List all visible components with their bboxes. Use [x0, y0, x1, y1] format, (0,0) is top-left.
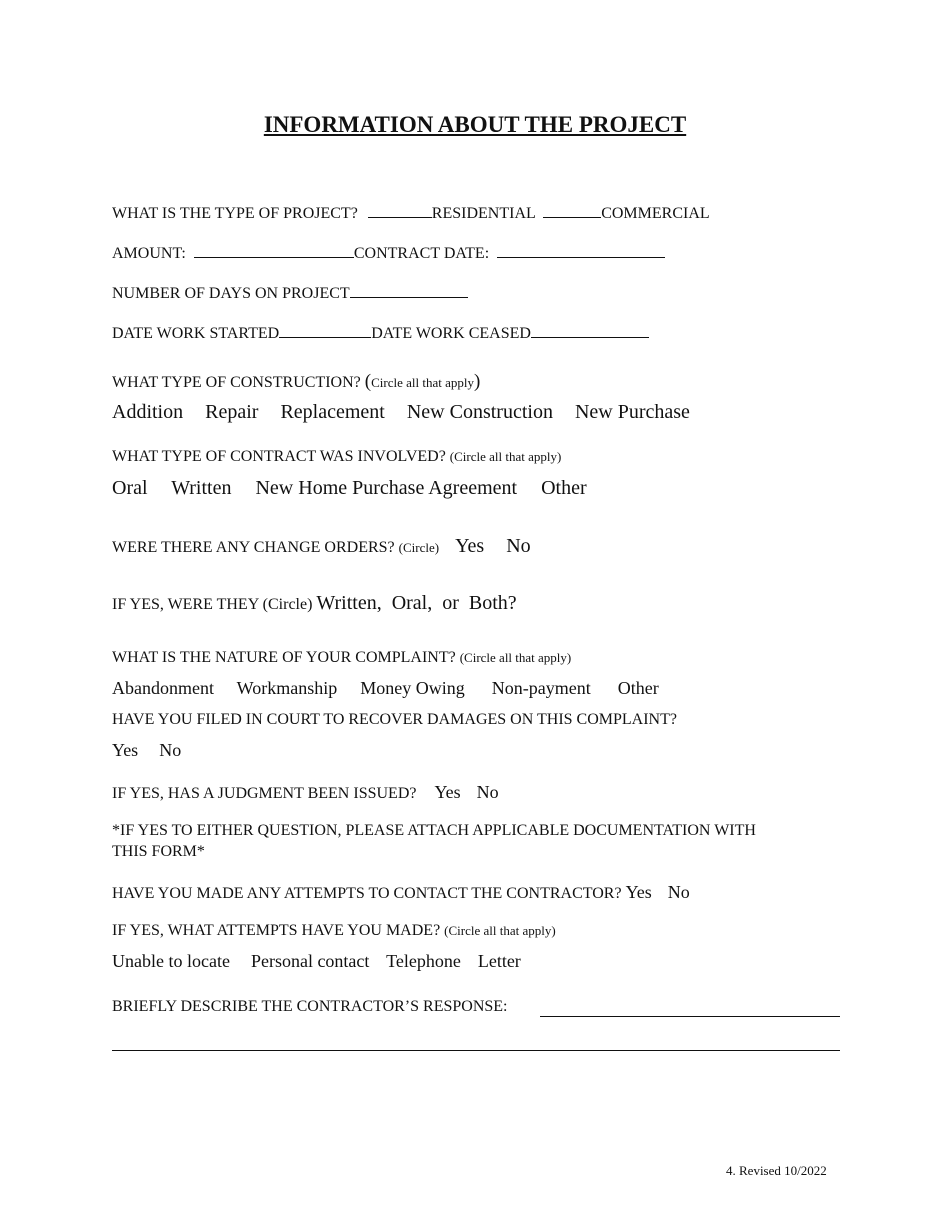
change-form-label: IF YES, WERE THEY — [112, 596, 259, 613]
option-new-purchase[interactable]: New Purchase — [574, 401, 690, 423]
option-abandonment[interactable]: Abandonment — [112, 678, 214, 698]
commercial-blank[interactable] — [543, 216, 601, 218]
judgment-row — [112, 782, 499, 803]
change-form-hint: (Circle) — [262, 596, 313, 613]
response-field-line1[interactable] — [540, 1016, 840, 1017]
option-oral[interactable]: Oral — [112, 477, 148, 499]
option-repair[interactable]: Repair — [205, 401, 259, 423]
date-ceased-field[interactable] — [531, 336, 649, 338]
option-workmanship[interactable]: Workmanship — [236, 678, 338, 698]
option-personal-contact[interactable]: Personal contact — [250, 951, 370, 971]
option-money-owing[interactable]: Money Owing — [360, 678, 465, 698]
attempts-hint: (Circle all that apply) — [444, 923, 556, 938]
amount-row — [112, 245, 665, 263]
contact-label: HAVE YOU MADE ANY ATTEMPTS TO CONTACT THE CONTRACTOR? — [112, 885, 622, 902]
contract-hint: (Circle all that apply) — [449, 449, 562, 464]
nature-hint: (Circle all that apply) — [459, 650, 572, 665]
option-letter[interactable]: Letter — [477, 951, 521, 971]
contract-question — [112, 448, 561, 466]
project-type-row — [112, 205, 710, 223]
days-label: NUMBER OF DAYS ON PROJECT — [112, 285, 350, 302]
change-orders-label: WERE THERE ANY CHANGE ORDERS? — [112, 539, 395, 556]
days-field[interactable] — [350, 296, 468, 298]
option-other-contract[interactable]: Other — [541, 477, 587, 499]
option-other-complaint[interactable]: Other — [617, 678, 659, 698]
contract-date-label: CONTRACT DATE: — [353, 245, 490, 262]
court-yes[interactable]: Yes — [112, 740, 139, 760]
contract-label: WHAT TYPE OF CONTRACT WAS INVOLVED? — [112, 448, 446, 465]
change-orders-yes[interactable]: Yes — [455, 535, 485, 557]
construction-hint: Circle all that apply — [371, 375, 474, 390]
nature-options — [112, 678, 659, 699]
nature-label: WHAT IS THE NATURE OF YOUR COMPLAINT? — [112, 649, 456, 666]
judgment-yes[interactable]: Yes — [434, 782, 461, 802]
contract-date-field[interactable] — [497, 256, 665, 258]
construction-close-paren: ) — [473, 371, 481, 392]
court-label: HAVE YOU FILED IN COURT TO RECOVER DAMAGES ON THIS COMPLAINT? — [112, 711, 677, 728]
dates-row — [112, 325, 649, 343]
date-started-label: DATE WORK STARTED — [112, 325, 280, 342]
judgment-no[interactable]: No — [476, 782, 499, 802]
option-non-payment[interactable]: Non-payment — [491, 678, 591, 698]
judgment-label: IF YES, HAS A JUDGMENT BEEN ISSUED? — [112, 785, 417, 802]
commercial-label: COMMERCIAL — [601, 205, 710, 222]
date-ceased-label: DATE WORK CEASED — [371, 325, 531, 342]
option-replacement[interactable]: Replacement — [280, 401, 385, 423]
contact-no[interactable]: No — [667, 882, 690, 902]
date-started-field[interactable] — [279, 336, 371, 338]
contact-yes[interactable]: Yes — [625, 882, 652, 902]
response-field-line2[interactable] — [112, 1050, 840, 1051]
amount-label: AMOUNT: — [112, 245, 186, 262]
option-new-home-purchase-agreement[interactable]: New Home Purchase Agreement — [255, 477, 518, 499]
option-new-construction[interactable]: New Construction — [406, 401, 553, 423]
construction-label: WHAT TYPE OF CONSTRUCTION? — [112, 374, 361, 391]
option-unable-to-locate[interactable]: Unable to locate — [112, 951, 230, 971]
attach-note-line2: THIS FORM* — [112, 843, 205, 860]
change-orders-no[interactable]: No — [506, 535, 531, 557]
amount-field[interactable] — [194, 256, 354, 258]
residential-label: RESIDENTIAL — [431, 205, 536, 222]
option-addition[interactable]: Addition — [112, 401, 184, 423]
attach-note-line1: *IF YES TO EITHER QUESTION, PLEASE ATTACH APPLICABLE DOCUMENTATION WITH — [112, 822, 756, 839]
response-label: BRIEFLY DESCRIBE THE CONTRACTOR’S RESPONSE: — [112, 998, 508, 1015]
days-row — [112, 285, 468, 303]
contact-row — [112, 882, 690, 903]
residential-blank[interactable] — [368, 216, 432, 218]
construction-options — [112, 401, 690, 424]
contract-options — [112, 477, 587, 500]
construction-open-paren: ( — [364, 371, 372, 392]
change-form-row — [112, 592, 517, 615]
change-orders-row — [112, 535, 531, 558]
attempts-question — [112, 922, 556, 940]
attempts-options — [112, 951, 521, 972]
court-no[interactable]: No — [159, 740, 182, 760]
court-question — [112, 711, 677, 729]
attempts-label: IF YES, WHAT ATTEMPTS HAVE YOU MADE? — [112, 922, 441, 939]
change-orders-hint: (Circle) — [398, 540, 440, 555]
page-footer: 4. Revised 10/2022 — [726, 1163, 827, 1178]
page-title: INFORMATION ABOUT THE PROJECT — [263, 112, 687, 137]
nature-question — [112, 649, 571, 667]
change-form-options[interactable]: Written, Oral, or Both? — [316, 592, 517, 614]
option-written[interactable]: Written — [171, 477, 232, 499]
option-telephone[interactable]: Telephone — [386, 951, 461, 971]
project-type-label: WHAT IS THE TYPE OF PROJECT? — [112, 205, 358, 222]
court-options — [112, 740, 181, 761]
construction-question — [112, 371, 480, 393]
